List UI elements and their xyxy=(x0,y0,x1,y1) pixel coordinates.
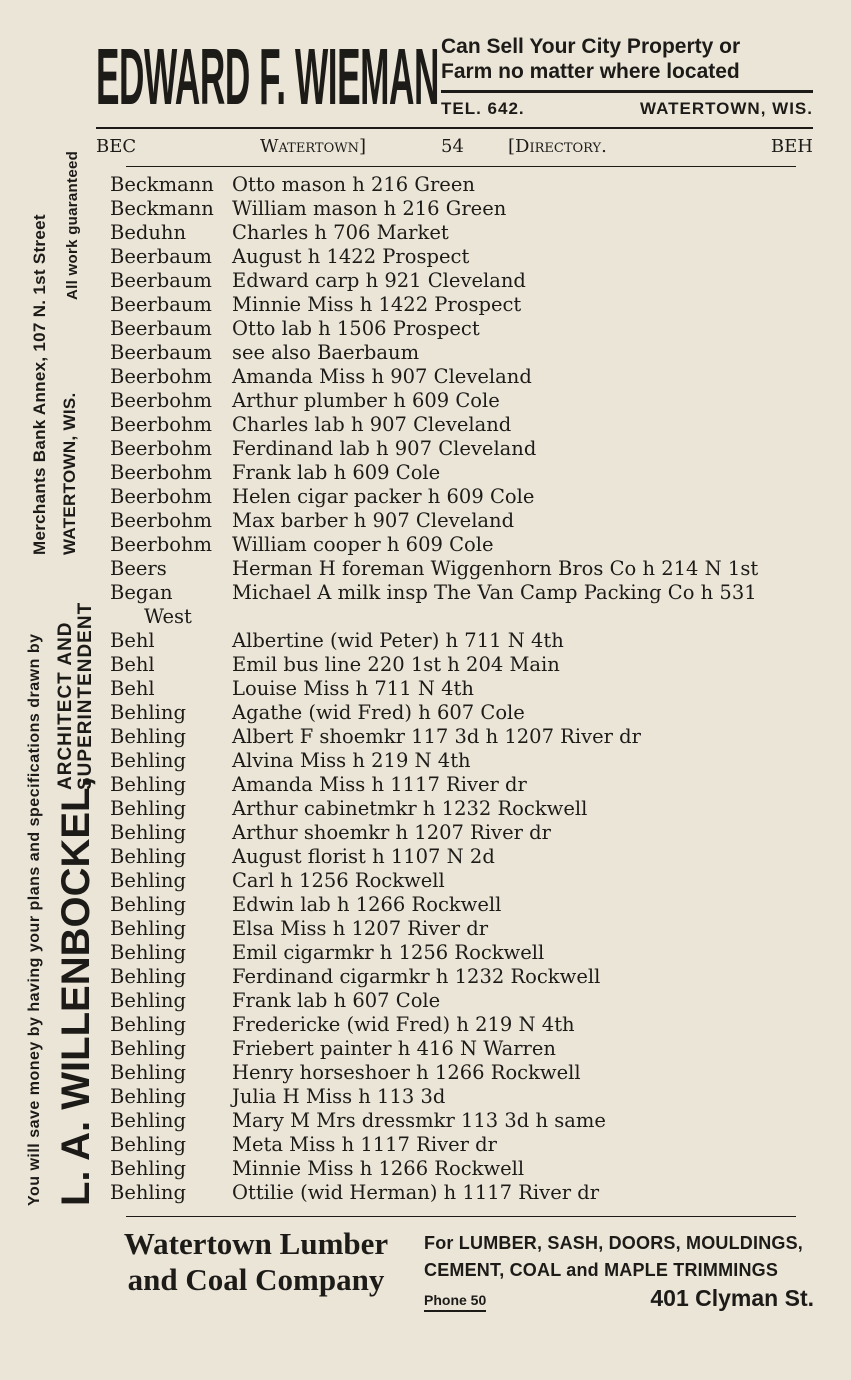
ad-lumber-products2: CEMENT, COAL and MAPLE TRIMMINGS xyxy=(424,1260,779,1280)
directory-entry xyxy=(110,869,810,893)
directory-entry xyxy=(110,317,810,341)
directory-entry xyxy=(110,1013,810,1037)
directory-entries xyxy=(110,173,810,1205)
ad-wieman-divider xyxy=(441,90,813,93)
entry-details: Otto mason h 216 Green xyxy=(232,173,475,196)
entry-details: Ferdinand cigarmkr h 1232 Rockwell xyxy=(232,965,601,988)
entry-surname: Behling xyxy=(110,1133,186,1156)
side-ad-save-money: You will save money by having your plans and specifications drawn by xyxy=(26,633,43,1206)
entry-surname: Behling xyxy=(110,773,186,796)
entry-surname: Behling xyxy=(110,845,186,868)
entry-details: Albert F shoemkr 117 3d h 1207 River dr xyxy=(232,725,641,748)
side-ad-title-line1: ARCHITECT AND xyxy=(55,621,76,790)
directory-entry xyxy=(110,269,810,293)
entry-details: Ferdinand lab h 907 Cleveland xyxy=(232,437,537,460)
entry-details: Helen cigar packer h 609 Cole xyxy=(232,485,535,508)
header-divider xyxy=(126,166,796,167)
entry-surname: Beckmann xyxy=(110,173,214,196)
ad-wieman-city: WATERTOWN, WIS. xyxy=(639,99,813,118)
directory-entry xyxy=(110,389,810,413)
directory-entry xyxy=(110,1109,810,1133)
ad-wieman-contact xyxy=(441,99,813,119)
entry-surname: Beerbaum xyxy=(110,293,212,316)
directory-entry xyxy=(110,437,810,461)
entry-surname: Behling xyxy=(110,941,186,964)
directory-entry xyxy=(110,701,810,725)
entry-surname: Behling xyxy=(110,869,186,892)
entry-details: Charles h 706 Market xyxy=(232,221,449,244)
side-ad-city: WATERTOWN, WIS. xyxy=(60,392,79,555)
directory-entry xyxy=(110,749,810,773)
entry-surname: Beerbohm xyxy=(110,461,213,484)
entry-surname: Behl xyxy=(110,629,155,652)
entry-details: Henry horseshoer h 1266 Rockwell xyxy=(232,1061,581,1084)
side-ad-address: Merchants Bank Annex, 107 N. 1st Street xyxy=(30,214,49,555)
entry-surname: Beerbohm xyxy=(110,389,213,412)
directory-entry xyxy=(110,509,810,533)
ad-lumber-details xyxy=(424,1230,814,1312)
entry-details: Albertine (wid Peter) h 711 N 4th xyxy=(232,629,564,652)
entry-details: Max barber h 907 Cleveland xyxy=(232,509,515,532)
entry-details: Emil cigarmkr h 1256 Rockwell xyxy=(232,941,545,964)
ad-lumber-name-line2: and Coal Company xyxy=(127,1262,385,1297)
entry-surname: Behl xyxy=(110,677,155,700)
directory-entry xyxy=(110,773,810,797)
header-directory: [Directory. xyxy=(508,136,607,157)
entry-details: August florist h 1107 N 2d xyxy=(232,845,495,868)
directory-entry xyxy=(110,1157,810,1181)
entry-surname: Behling xyxy=(110,749,186,772)
entry-details: Carl h 1256 Rockwell xyxy=(232,869,445,892)
directory-entry xyxy=(110,1037,810,1061)
ad-lumber-contact xyxy=(424,1284,814,1312)
entry-surname: Behling xyxy=(110,965,186,988)
entry-details: Emil bus line 220 1st h 204 Main xyxy=(232,653,560,676)
entry-surname: Beckmann xyxy=(110,197,214,220)
bottom-divider xyxy=(126,1216,796,1217)
entry-details: Fredericke (wid Fred) h 219 N 4th xyxy=(232,1013,575,1036)
entry-details: Louise Miss h 711 N 4th xyxy=(232,677,474,700)
directory-entry xyxy=(110,461,810,485)
ad-lumber-address: 401 Clyman St. xyxy=(650,1285,814,1311)
entry-details: Agathe (wid Fred) h 607 Cole xyxy=(232,701,525,724)
directory-entry xyxy=(110,365,810,389)
entry-details: Otto lab h 1506 Prospect xyxy=(232,317,480,340)
entry-details: Minnie Miss h 1422 Prospect xyxy=(232,293,522,316)
directory-entry xyxy=(110,845,810,869)
entry-details: Julia H Miss h 113 3d xyxy=(232,1085,446,1108)
directory-entry xyxy=(110,677,810,701)
ad-lumber-products1: For LUMBER, SASH, DOORS, MOULDINGS, xyxy=(424,1233,804,1253)
entry-surname: Beers xyxy=(110,557,167,580)
directory-entry xyxy=(110,1061,810,1085)
entry-surname: Behling xyxy=(110,1013,186,1036)
entry-surname: Beerbohm xyxy=(110,509,213,532)
entry-details: Amanda Miss h 1117 River dr xyxy=(232,773,527,796)
entry-details: Amanda Miss h 907 Cleveland xyxy=(232,365,532,388)
directory-entry xyxy=(110,821,810,845)
entry-details: Edwin lab h 1266 Rockwell xyxy=(232,893,502,916)
entry-details: William cooper h 609 Cole xyxy=(232,533,494,556)
entry-surname: Behling xyxy=(110,893,186,916)
entry-surname: Beerbaum xyxy=(110,245,212,268)
entry-surname: Behling xyxy=(110,1037,186,1060)
ad-wieman-line2: Farm no matter where located xyxy=(441,60,740,83)
directory-entry xyxy=(110,485,810,509)
entry-surname: Beerbohm xyxy=(110,413,213,436)
directory-entry xyxy=(110,1181,810,1205)
header-left-key: BEC xyxy=(96,136,137,157)
entry-surname: Behl xyxy=(110,653,155,676)
entry-surname: Behling xyxy=(110,1109,186,1132)
entry-details: William mason h 216 Green xyxy=(232,197,507,220)
header-city: Watertown] xyxy=(260,136,366,157)
entry-details: Mary M Mrs dressmkr 113 3d h same xyxy=(232,1109,606,1132)
header-right-key: BEH xyxy=(770,136,813,157)
side-ad-title-line2: SUPERINTENDENT xyxy=(75,601,96,790)
entry-surname: Behling xyxy=(110,725,186,748)
side-ad-guarantee: All work guaranteed xyxy=(64,150,81,300)
entry-details: Michael A milk insp The Van Camp Packing Co h 531 xyxy=(232,581,757,604)
entry-surname: Behling xyxy=(110,1157,186,1180)
directory-entry xyxy=(110,941,810,965)
ad-wieman-name: EDWARD F. WIEMAN xyxy=(96,32,439,121)
directory-entry xyxy=(110,245,810,269)
directory-entry xyxy=(110,581,810,629)
ad-wieman-tel: TEL. 642. xyxy=(441,99,525,118)
entry-surname: Beerbohm xyxy=(110,485,213,508)
entry-continuation: West xyxy=(144,605,192,628)
entry-details: Friebert painter h 416 N Warren xyxy=(232,1037,556,1060)
entry-details: Arthur cabinetmkr h 1232 Rockwell xyxy=(232,797,588,820)
entry-surname: Behling xyxy=(110,917,186,940)
directory-entry xyxy=(110,413,810,437)
top-divider xyxy=(96,127,813,129)
entry-details: Alvina Miss h 219 N 4th xyxy=(232,749,471,772)
directory-entry xyxy=(110,293,810,317)
ad-wieman-text xyxy=(441,34,813,119)
side-ad-title xyxy=(56,602,96,790)
directory-entry xyxy=(110,221,810,245)
entry-surname: Behling xyxy=(110,797,186,820)
directory-entry xyxy=(110,173,810,197)
directory-entry xyxy=(110,725,810,749)
directory-entry xyxy=(110,653,810,677)
directory-entry xyxy=(110,1133,810,1157)
entry-surname: Behling xyxy=(110,1085,186,1108)
entry-details: Meta Miss h 1117 River dr xyxy=(232,1133,497,1156)
entry-details: Elsa Miss h 1207 River dr xyxy=(232,917,489,940)
entry-surname: Behling xyxy=(110,989,186,1012)
entry-surname: Beerbaum xyxy=(110,269,212,292)
entry-details: August h 1422 Prospect xyxy=(232,245,470,268)
entry-details: Frank lab h 607 Cole xyxy=(232,989,441,1012)
ad-lumber-company xyxy=(96,1226,416,1298)
entry-surname: Beerbohm xyxy=(110,365,213,388)
directory-entry xyxy=(110,989,810,1013)
entry-details: Edward carp h 921 Cleveland xyxy=(232,269,526,292)
entry-surname: Beerbaum xyxy=(110,317,212,340)
directory-entry xyxy=(110,965,810,989)
directory-entry xyxy=(110,797,810,821)
entry-details: Ottilie (wid Herman) h 1117 River dr xyxy=(232,1181,600,1204)
ad-wieman-line1: Can Sell Your City Property or xyxy=(441,35,741,58)
entry-details: see also Baerbaum xyxy=(232,341,420,364)
directory-entry xyxy=(110,557,810,581)
directory-entry xyxy=(110,1085,810,1109)
entry-surname: Beerbohm xyxy=(110,437,213,460)
directory-entry xyxy=(110,341,810,365)
entry-surname: Began xyxy=(110,581,173,604)
entry-surname: Behling xyxy=(110,821,186,844)
entry-surname: Behling xyxy=(110,701,186,724)
entry-surname: Behling xyxy=(110,1181,186,1204)
directory-entry xyxy=(110,629,810,653)
directory-entry xyxy=(110,917,810,941)
ad-lumber-phone: Phone 50 xyxy=(424,1292,486,1312)
entry-details: Frank lab h 609 Cole xyxy=(232,461,441,484)
entry-surname: Beerbaum xyxy=(110,341,212,364)
directory-entry xyxy=(110,197,810,221)
directory-entry xyxy=(110,533,810,557)
entry-details: Herman H foreman Wiggenhorn Bros Co h 214 N 1st xyxy=(232,557,759,580)
page-number: 54 xyxy=(441,136,464,157)
running-header xyxy=(96,133,813,161)
ad-lumber-name-line1: Watertown Lumber xyxy=(123,1226,389,1261)
entry-details: Charles lab h 907 Cleveland xyxy=(232,413,512,436)
entry-details: Arthur plumber h 609 Cole xyxy=(232,389,500,412)
directory-entry xyxy=(110,893,810,917)
entry-surname: Behling xyxy=(110,1061,186,1084)
entry-surname: Beduhn xyxy=(110,221,187,244)
entry-details: Minnie Miss h 1266 Rockwell xyxy=(232,1157,525,1180)
side-ad-name: L. A. WILLENBOCKEL, xyxy=(54,776,98,1206)
entry-details: Arthur shoemkr h 1207 River dr xyxy=(232,821,551,844)
entry-surname: Beerbohm xyxy=(110,533,213,556)
